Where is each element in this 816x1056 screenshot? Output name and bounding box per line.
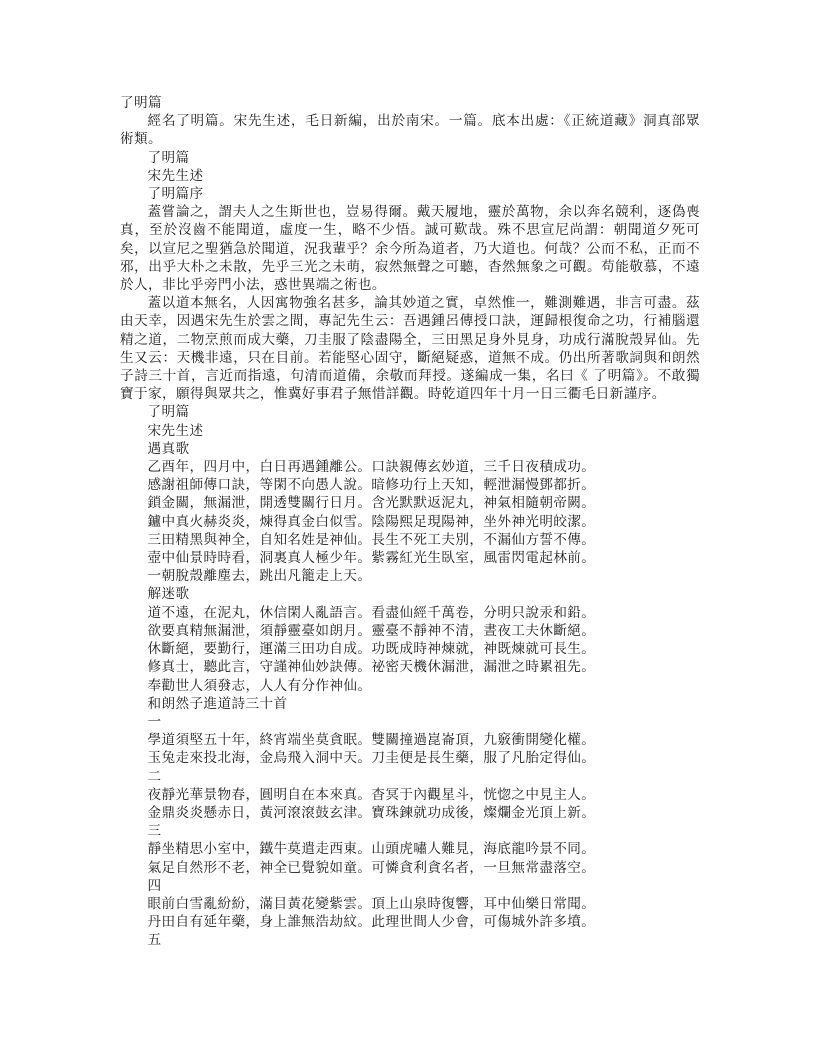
poem-number: 一 xyxy=(147,713,162,730)
poem-number: 三 xyxy=(147,823,162,840)
verse-line: 鑪中真火赫炎炎，煉得真金白似雪。陰陽熙足現陽神，坐外神光明皎潔。 xyxy=(147,513,596,530)
preface-paragraph-1: 蓋嘗論之，謂夫人之生斯世也，豈易得爾。戴天履地，靈於萬物，余以奔名競利，逐偽喪真，至於沒齒不能聞道，虛度一生，略不少悟。誠可歎哉。殊不思宣尼尚謂：朝聞道夕死可矣，以宣尼之聖猶急於聞道，況我輩乎？余今所為道者，乃大道也。何哉？公而不私，正而不邪，出乎大朴之未散，先乎三光之未萌，寂然無聲之可聽，杳然無象之可觀。苟能敬慕，不遠於人，非比乎旁門小法，惑世異端之術也。 xyxy=(120,204,700,294)
poem-number: 四 xyxy=(147,877,162,894)
body-title: 了明篇 xyxy=(147,404,190,421)
header-title: 了明篇 xyxy=(147,149,190,166)
section-title: 解迷歌 xyxy=(147,586,190,603)
verse-line: 眼前白雪亂紛紛，滿目黃花變紫雲。頂上山泉時復響，耳中仙樂日常聞。 xyxy=(147,895,596,912)
verse-line: 金鼎炎炎懸赤日，黃河滾滾鼓玄津。寶珠鍊就功成後，燦爛金光頂上新。 xyxy=(147,804,596,821)
section-title: 遇真歌 xyxy=(147,440,190,457)
verse-line: 欲要真精無漏泄，須靜靈臺如朗月。靈臺不靜神不清，晝夜工夫休斷絕。 xyxy=(147,622,596,639)
verse-line: 一朝脫殼離塵去，跳出凡籠走上天。 xyxy=(147,568,372,585)
verse-line: 道不遠，在泥丸，休信閑人亂語言。看盡仙經千萬卷，分明只說汞和鉛。 xyxy=(147,604,596,621)
document-intro: 經名了明篇。宋先生述，毛日新編，出於南宋。一篇。底本出處：《正統道藏》洞真部眾術類。 xyxy=(120,113,700,148)
document-title: 了明篇 xyxy=(120,95,162,111)
verse-line: 玉兔走來投北海，金烏飛入洞中天。刀圭便是長生藥，服了凡胎定得仙。 xyxy=(147,750,596,767)
preface-paragraph-2: 蓋以道本無名，人因寓物強名甚多，論其妙道之實，卓然惟一，難測難遇，非言可盡。茲由天幸，因遇宋先生於雲之間，專記先生云：吾遇鍾呂傳授口訣，運歸根復命之功，行補腦還精之道，二物烹煎而成大藥，刀圭服了陰盡陽全，三田黑足身外見身，功成行滿脫殼昇仙。先生又云：天機非遠，只在目前。若能堅心固守，斷絕疑惑，道無不成。仍出所著歌詞與和朗然子詩三十首，言近而指遠，句清而道備，余敬而拜授。遂編成一集，名曰《 了明篇》。不敢獨寶于家，願得與眾共之，惟冀好事君子無惜詳觀。時乾道四年十月一日三衢毛日新謹序。 xyxy=(120,295,700,403)
verse-line: 學道須堅五十年，終宵端坐莫貪眠。雙關撞過崑崙頂，九竅衝開變化權。 xyxy=(147,732,596,749)
verse-line: 修真士，聽此言，守謹神仙妙訣傳。祕密天機休漏泄，漏泄之時累祖先。 xyxy=(147,659,596,676)
preface-title: 了明篇序 xyxy=(147,186,204,203)
verse-line: 休斷絕，要勤行，運滿三田功自成。功既成時神煉就，神既煉就可長生。 xyxy=(147,641,596,658)
verse-line: 氣足自然形不老，神全已覺貌如童。可憐貪利貪名者，一旦無常盡落空。 xyxy=(147,859,596,876)
body-author: 宋先生述 xyxy=(147,422,204,439)
section-yuzhen-ge xyxy=(120,440,700,586)
document-page xyxy=(120,94,700,950)
section-jiemi-ge xyxy=(120,585,700,694)
poem-5 xyxy=(120,931,700,949)
poem-1 xyxy=(120,713,700,768)
poem-3 xyxy=(120,822,700,877)
verse-line: 壺中仙景時時看，洞裏真人極少年。紫霧紅光生臥室，風雷閃電起林前。 xyxy=(147,550,596,567)
verse-line: 鎖金關，無漏泄，開透雙關行日月。含光默默返泥丸，神氣相隨朝帝闕。 xyxy=(147,495,596,512)
verse-line: 夜靜光華景物春，圓明自在本來真。杳冥于內觀星斗，恍惚之中見主人。 xyxy=(147,786,596,803)
poems-title: 和朗然子進道詩三十首 xyxy=(147,695,288,712)
verse-line: 奉勸世人須發志，人人有分作神仙。 xyxy=(147,677,372,694)
verse-line: 丹田自有延年藥，身上誰無浩劫紋。此理世間人少會，可傷城外許多墳。 xyxy=(147,914,596,931)
verse-line: 乙酉年，四月中，白日再遇鍾離公。口訣親傳玄妙道，三千日夜積成功。 xyxy=(147,459,596,476)
poem-number: 五 xyxy=(147,932,162,949)
verse-line: 靜坐精思小室中，鐵牛莫遣走西東。山頭虎嘯人難見，海底龍吟景不同。 xyxy=(147,841,596,858)
header-author: 宋先生述 xyxy=(147,167,204,184)
verse-line: 三田精黑與神全，自知名姓是神仙。長生不死工夫別，不漏仙方誓不傳。 xyxy=(147,531,596,548)
poem-2 xyxy=(120,768,700,823)
poem-number: 二 xyxy=(147,768,162,785)
poem-4 xyxy=(120,877,700,932)
verse-line: 感謝祖師傳口訣，等閑不向愚人說。暗修功行上天知，輕泄漏慢鄧都折。 xyxy=(147,477,596,494)
